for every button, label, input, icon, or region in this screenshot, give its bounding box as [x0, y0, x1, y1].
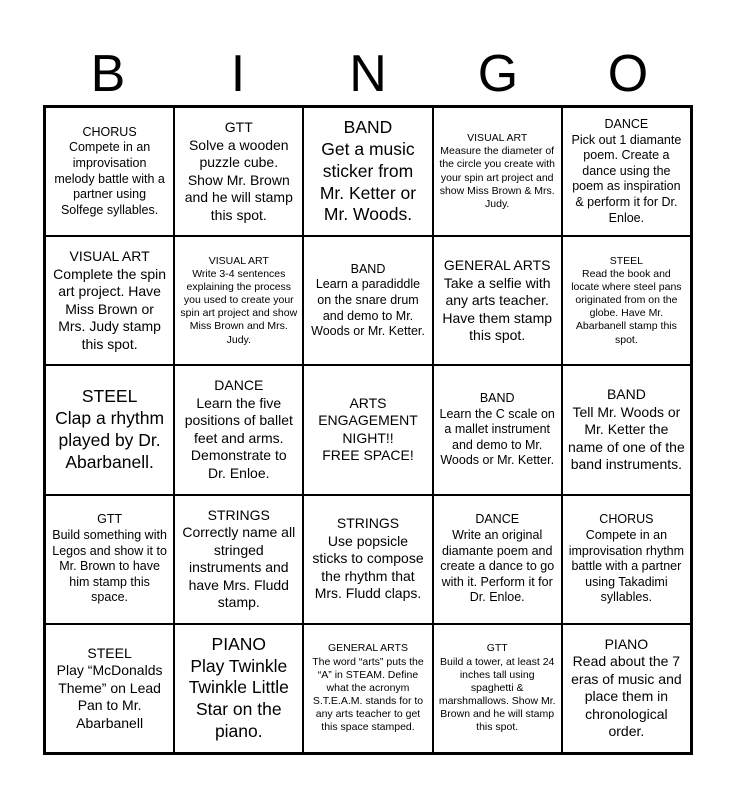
bingo-cell[interactable]	[562, 365, 691, 494]
bingo-card	[43, 105, 693, 755]
title-letter-i: I	[230, 45, 246, 103]
bingo-cell-text: CHORUS Compete in an improvisation rhythm battle with a partner using Takadimi syllables.	[568, 512, 685, 605]
bingo-cell[interactable]	[303, 107, 432, 236]
bingo-cell[interactable]	[174, 365, 303, 494]
bingo-cell[interactable]	[433, 365, 562, 494]
bingo-cell[interactable]	[433, 236, 562, 365]
bingo-cell-text: DANCE Write an original diamante poem and create a dance to go with it. Perform it for Dr. Enloe.	[440, 512, 555, 605]
bingo-cell-text: STEEL Read the book and locate where steel pans originated from on the globe. Have Mr. Abarbanell stamp this spot.	[571, 254, 682, 346]
title-letter-g: G	[477, 45, 519, 103]
bingo-cell-text: BAND Tell Mr. Woods or Mr. Ketter the name of one of the band instruments.	[568, 386, 685, 473]
bingo-cell-text: PIANO Play Twinkle Twinkle Little Star on the piano.	[188, 633, 289, 742]
bingo-cell[interactable]	[174, 495, 303, 624]
bingo-cell[interactable]	[303, 236, 432, 365]
bingo-cell[interactable]	[174, 107, 303, 236]
title-letter-n: N	[349, 45, 387, 103]
bingo-cell[interactable]	[303, 365, 432, 494]
bingo-cell-text: PIANO Read about the 7 eras of music and place them in chronological order.	[571, 635, 682, 740]
bingo-title	[43, 44, 693, 104]
bingo-cell[interactable]	[45, 107, 174, 236]
bingo-cell-text: BAND Learn the C scale on a mallet instrument and demo to Mr. Woods or Mr. Ketter.	[439, 390, 555, 468]
bingo-cell-text: GTT Build a tower, at least 24 inches tall using spaghetti & marshmallows. Show Mr. Brown and he will stamp this spot.	[438, 642, 556, 734]
bingo-cell[interactable]	[45, 236, 174, 365]
bingo-cell-text: CHORUS Compete in an improvisation melody battle with a partner using Solfege syllables.	[54, 124, 165, 217]
bingo-cell-text: GTT Solve a wooden puzzle cube. Show Mr. Brown and he will stamp this spot.	[184, 119, 293, 223]
bingo-cell[interactable]	[45, 624, 174, 753]
bingo-cell-text: VISUAL ART Measure the diameter of the circle you create with your spin art project and show Miss Brown & Mrs. Judy.	[439, 132, 555, 210]
bingo-cell[interactable]	[562, 495, 691, 624]
bingo-cell[interactable]	[433, 495, 562, 624]
bingo-cell-text: DANCE Pick out 1 diamante poem. Create a dance using the poem as inspiration & perform it for Dr. Enloe.	[571, 116, 682, 225]
bingo-cell[interactable]	[562, 236, 691, 365]
bingo-cell-text: BAND Get a music sticker from Mr. Ketter or Mr. Woods.	[319, 116, 417, 225]
bingo-cell[interactable]	[174, 624, 303, 753]
bingo-cell-text: GENERAL ARTS The word “arts” puts the “A” in STEAM. Define what the acronym S.T.E.A.M. stands for to any arts teacher to get this space stamped.	[312, 642, 424, 734]
bingo-cell[interactable]	[433, 624, 562, 753]
bingo-cell-text: GENERAL ARTS Take a selfie with any arts teacher. Have them stamp this spot.	[442, 257, 553, 344]
bingo-cell-text: DANCE Learn the five positions of ballet feet and arms. Demonstrate to Dr. Enloe.	[184, 377, 293, 481]
bingo-cell[interactable]	[303, 495, 432, 624]
title-letter-o: O	[607, 45, 649, 103]
bingo-cell-text: ARTS ENGAGEMENT NIGHT!! FREE SPACE!	[318, 394, 418, 464]
bingo-cell-text: STEEL Clap a rhythm played by Dr. Abarbanell.	[55, 386, 165, 472]
bingo-cell-text: VISUAL ART Write 3-4 sentences explaining the process you used to create your spin art project and show Miss Brown and Mrs. Judy.	[180, 254, 298, 346]
bingo-cell[interactable]	[174, 236, 303, 365]
bingo-cell-text: STRINGS Correctly name all stringed instruments and have Mrs. Fludd stamp.	[182, 506, 296, 611]
bingo-cell-text: STRINGS Use popsicle sticks to compose the rhythm that Mrs. Fludd claps.	[312, 515, 424, 602]
bingo-cell[interactable]	[45, 365, 174, 494]
bingo-cell-text: BAND Learn a paradiddle on the snare drum and demo to Mr. Woods or Mr. Ketter.	[311, 261, 425, 339]
bingo-cell[interactable]	[562, 624, 691, 753]
bingo-cell[interactable]	[433, 107, 562, 236]
bingo-cell[interactable]	[562, 107, 691, 236]
bingo-cell[interactable]	[303, 624, 432, 753]
bingo-cell-text: GTT Build something with Legos and show it to Mr. Brown to have him stamp this space.	[52, 512, 167, 605]
bingo-cell-text: VISUAL ART Complete the spin art project. Have Miss Brown or Mrs. Judy stamp this spot.	[53, 248, 167, 352]
bingo-cell[interactable]	[45, 495, 174, 624]
bingo-cell-text: STEEL Play “McDonalds Theme” on Lead Pan to Mr. Abarbanell	[56, 644, 163, 731]
title-letter-b: B	[90, 45, 126, 103]
